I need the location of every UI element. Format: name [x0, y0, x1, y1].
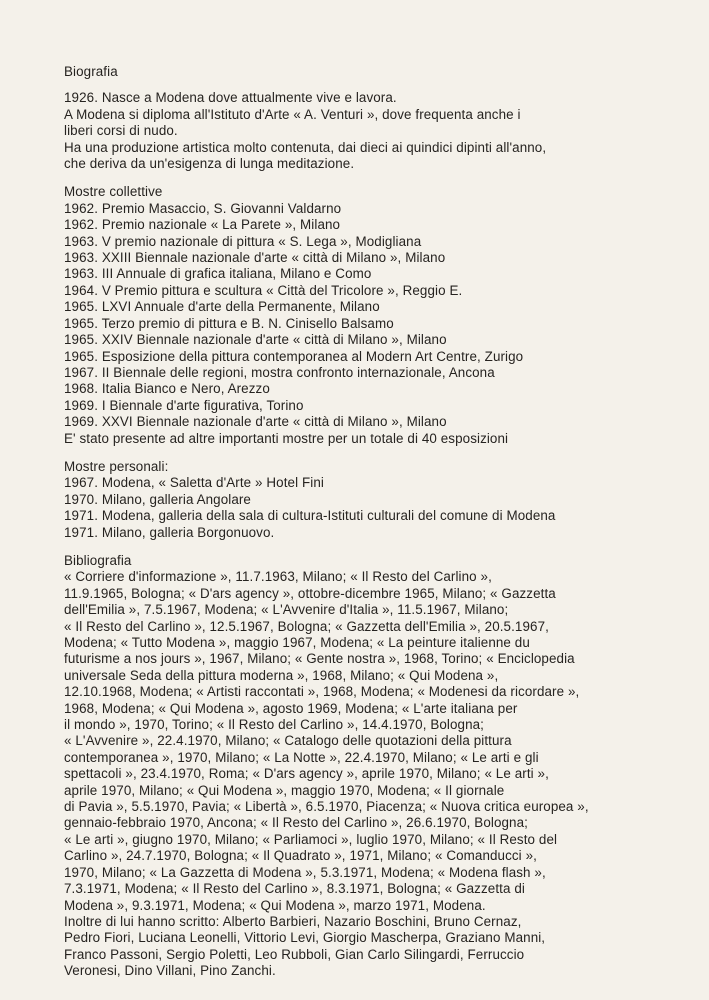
list-item: 1965. LXVI Annuale d'arte della Permanente, Milano	[64, 299, 380, 315]
bibliografia-line: « L'Avvenire », 22.4.1970, Milano; « Catalogo delle quotazioni della pittura	[64, 733, 512, 749]
bibliografia-line: Modena », 9.3.1971, Modena; « Qui Modena », marzo 1971, Modena.	[64, 897, 486, 913]
mostre-personali-list	[64, 475, 664, 541]
bibliografia-line: Veronesi, Dino Villani, Pino Zanchi.	[64, 963, 276, 979]
biografia-text	[64, 90, 664, 172]
mostre-personali-heading: Mostre personali:	[64, 458, 169, 474]
bibliografia-line: dell'Emilia », 7.5.1967, Modena; « L'Avvenire d'Italia », 11.5.1967, Milano;	[64, 602, 509, 618]
list-item: 1967. Modena, « Saletta d'Arte » Hotel Fini	[64, 475, 324, 491]
bibliografia-line: gennaio-febbraio 1970, Ancona; « Il Resto del Carlino », 26.6.1970, Bologna;	[64, 815, 528, 831]
bibliografia-line: « Il Resto del Carlino », 12.5.1967, Bologna; « Gazzetta dell'Emilia », 20.5.1967,	[64, 618, 549, 634]
list-item: 1963. XXIII Biennale nazionale d'arte « città di Milano », Milano	[64, 250, 446, 266]
list-item: 1971. Milano, galleria Borgonuovo.	[64, 524, 275, 540]
mostre-collettive-note: E' stato presente ad altre importanti mostre per un totale di 40 esposizioni	[64, 430, 509, 446]
bibliografia-line: futurisme a nos jours », 1967, Milano; « Gente nostra », 1968, Torino; « Enciclopedia	[64, 651, 575, 667]
mostre-collettive-list	[64, 201, 664, 431]
list-item: 1965. XXIV Biennale nazionale d'arte « città di Milano », Milano	[64, 332, 447, 348]
biografia-line: liberi corsi di nudo.	[64, 123, 178, 139]
bibliografia-line: Modena; « Tutto Modena », maggio 1967, Modena; « La peinture italienne du	[64, 635, 530, 650]
bibliografia-line: 1968, Modena; « Qui Modena », agosto 1969, Modena; « L'arte italiana per	[64, 700, 518, 716]
list-item: 1969. I Biennale d'arte figurativa, Torino	[64, 397, 304, 413]
bibliografia-line: Franco Passoni, Sergio Poletti, Leo Rubboli, Gian Carlo Silingardi, Ferruccio	[64, 946, 525, 962]
bibliografia-line: 7.3.1971, Modena; « Il Resto del Carlino », 8.3.1971, Bologna; « Gazzetta di	[64, 881, 525, 897]
bibliografia-line: Carlino », 24.7.1970, Bologna; « Il Quadrato », 1971, Milano; « Comanducci »,	[64, 848, 537, 864]
list-item: 1963. V premio nazionale di pittura « S. Lega », Modigliana	[64, 233, 422, 249]
bibliografia-heading: Bibliografia	[64, 552, 132, 568]
bibliografia-line: 1970, Milano; « La Gazzetta di Modena », 5.3.1971, Modena; « Modena flash »,	[64, 864, 546, 880]
list-item: 1963. III Annuale di grafica italiana, Milano e Como	[64, 266, 372, 282]
bibliografia-line: 12.10.1968, Modena; « Artisti raccontati », 1968, Modena; « Modenesi da ricordare »,	[64, 684, 580, 700]
list-item: 1962. Premio nazionale « La Parete », Milano	[64, 217, 341, 233]
bibliografia-line: di Pavia », 5.5.1970, Pavia; « Libertà », 6.5.1970, Piacenza; « Nuova critica europea »,	[64, 799, 589, 815]
bibliografia-text	[64, 569, 664, 979]
bibliografia-line: universale Seda della pittura moderna », 1968, Milano; « Qui Modena »,	[64, 667, 499, 683]
list-item: 1965. Terzo premio di pittura e B. N. Cinisello Balsamo	[64, 315, 394, 331]
list-item: 1965. Esposizione della pittura contemporanea al Modern Art Centre, Zurigo	[64, 348, 524, 364]
list-item: 1968. Italia Bianco e Nero, Arezzo	[64, 381, 270, 397]
bibliografia-line: Pedro Fiori, Luciana Leonelli, Vittorio Levi, Giorgio Mascherpa, Graziano Manni,	[64, 930, 546, 946]
bibliografia-line: « Le arti », giugno 1970, Milano; « Parliamoci », luglio 1970, Milano; « Il Resto del	[64, 831, 558, 847]
bibliografia-line: spettacoli », 23.4.1970, Roma; « D'ars agency », aprile 1970, Milano; « Le arti »,	[64, 766, 549, 782]
bibliografia-line: 11.9.1965, Bologna; « D'ars agency », ottobre-dicembre 1965, Milano; « Gazzetta	[64, 585, 556, 601]
list-item: 1971. Modena, galleria della sala di cultura-Istituti culturali del comune di Modena	[64, 508, 556, 524]
biografia-line: A Modena si diploma all'Istituto d'Arte « A. Venturi », dove frequenta anche i	[64, 106, 521, 122]
biografia-section	[64, 64, 664, 172]
list-item: 1964. V Premio pittura e scultura « Città del Tricolore », Reggio E.	[64, 282, 463, 298]
list-item: 1969. XXVI Biennale nazionale d'arte « città di Milano », Milano	[64, 414, 447, 430]
bibliografia-section	[64, 553, 664, 980]
biografia-line: Ha una produzione artistica molto contenuta, dai dieci ai quindici dipinti all'anno,	[64, 139, 547, 155]
list-item: 1962. Premio Masaccio, S. Giovanni Valdarno	[64, 200, 342, 216]
bibliografia-line: il mondo », 1970, Torino; « Il Resto del Carlino », 14.4.1970, Bologna;	[64, 717, 484, 733]
bibliografia-line: aprile 1970, Milano; « Qui Modena », maggio 1970, Modena; « Il giornale	[64, 782, 505, 798]
list-item: 1970. Milano, galleria Angolare	[64, 491, 251, 507]
biografia-line: che deriva da un'esigenza di lunga meditazione.	[64, 156, 355, 172]
biografia-line: 1926. Nasce a Modena dove attualmente vive e lavora.	[64, 90, 397, 106]
bibliografia-line: « Corriere d'informazione », 11.7.1963, Milano; « Il Resto del Carlino »,	[64, 569, 492, 585]
biografia-heading: Biografia	[64, 64, 118, 79]
list-item: 1967. II Biennale delle regioni, mostra confronto internazionale, Ancona	[64, 364, 495, 380]
document-page	[64, 64, 664, 980]
mostre-personali-section	[64, 459, 664, 541]
mostre-collettive-heading: Mostre collettive	[64, 184, 163, 200]
bibliografia-line: Inoltre di lui hanno scritto: Alberto Barbieri, Nazario Boschini, Bruno Cernaz,	[64, 913, 522, 929]
bibliografia-line: contemporanea », 1970, Milano; « La Notte », 22.4.1970, Milano; « Le arti e gli	[64, 749, 539, 765]
mostre-collettive-section	[64, 184, 664, 447]
